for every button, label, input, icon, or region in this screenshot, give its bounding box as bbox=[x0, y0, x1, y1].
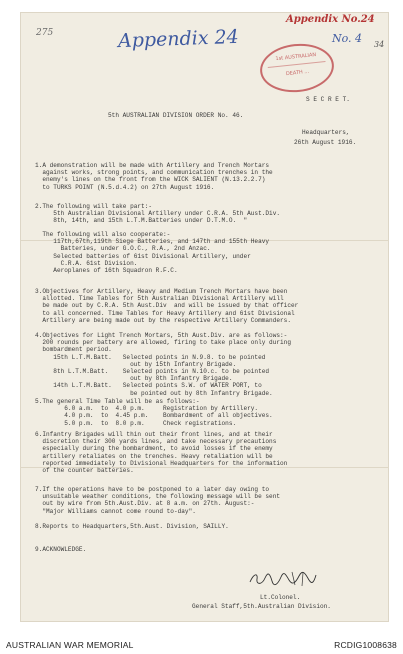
signature-role: General Staff,5th.Australian Division. bbox=[192, 603, 331, 610]
paragraph-3: 3.Objectives for Artillery, Heavy and Medium Trench Mortars have been allotted. Time Tables for 5th Australian Divisional Artillery will be made out by C.R.A. 5th Aust.Div and will be issued by that officer to all concerned. Time Tables for Heavy Artillery and 61st Divisional Artillery are being made out by the respective Artillery Commanders. bbox=[35, 288, 299, 324]
margin-number-annotation: 34 bbox=[374, 40, 385, 49]
paragraph-4: 4.Objectives for Light Trench Mortars, 5th Aust.Div. are as follows:- 200 rounds per battery are allowed, firing to take place only during bombardment period. 15th L.T.M.Batt. Selected points in N.9.8. to be pointed out by 15th Infantry Brigade. 8th L.T.M.Batt. Selected points in N.10.c. to be pointed out by 8th Infantry Brigade. 14th L.T.M.Batt. Selected points S.W. of WATER PORT, to be pointed out by 8th Infantry Brigade. bbox=[35, 332, 291, 397]
paragraph-8: 8.Reports to Headquarters,5th.Aust. Division, SAILLY. bbox=[35, 523, 229, 530]
signature-rank: Lt.Colonel. bbox=[260, 594, 301, 601]
paragraph-9: 9.ACKNOWLEDGE. bbox=[35, 546, 87, 553]
page-number-annotation: 275 bbox=[36, 28, 54, 38]
footer-record-id: RCDIG1008638 bbox=[334, 640, 397, 650]
paragraph-2: 2.The following will take part:- 5th Australian Divisional Artillery under C.R.A. 5th Aust.Div. 8th, 14th, and 15th L.T.M.Batteries under D.T.M.O. " bbox=[35, 203, 281, 225]
order-title: 5th AUSTRALIAN DIVISION ORDER No. 46. bbox=[108, 112, 244, 119]
right-note-annotation: No. 4 bbox=[332, 32, 363, 45]
paragraph-6: 6.Infantry Brigades will thin out their front lines, and at their discretion their 300 yards lines, and take necessary precautions especially during the bombardment, to avoid losses if the enemy artillery retaliates on the trenches. Heavy retaliation will be reported immediately to Divisional Headquarters for the information of the counter batteries. bbox=[35, 431, 288, 475]
stamp-line-top: 1st AUSTRALIAN bbox=[275, 51, 317, 63]
order-date: 26th August 1916. bbox=[294, 139, 357, 146]
paragraph-1: 1.A demonstration will be made with Artillery and Trench Mortars against works, strong points, and communication trenches in the enemy's lines on the front from the WICK SALIENT (N.13.2.2.7) to TURKS POINT (N.5.d.4.2) on 27th August 1916. bbox=[35, 162, 273, 191]
footer-institution: AUSTRALIAN WAR MEMORIAL bbox=[6, 640, 134, 650]
paragraph-5: 5.The general Time Table will be as follows:- 6.0 a.m. to 4.0 p.m. Registration by Artillery. 4.0 p.m. to 4.45 p.m. Bombardment of all objectives. 5.0 p.m. to 8.0 p.m. Check registrations. bbox=[35, 398, 273, 427]
stamp-line-bottom: DEATH ... bbox=[285, 68, 310, 78]
appendix-handwritten: Appendix 24 bbox=[117, 25, 240, 53]
secret-label: S E C R E T. bbox=[306, 96, 350, 103]
paragraph-2-cooperate: The following will also cooperate:- 117th,67th,119th Siege Batteries, and 147th and 155th Heavy Batteries, under G.O.C., R.A., 2nd Anzac. Selected batteries of 61st Divisional Artillery, under C.R.A. 61st Division. Aeroplanes of 16th Squadron R.F.C. bbox=[42, 231, 270, 275]
handwritten-signature bbox=[248, 570, 318, 588]
appendix-red-annotation: Appendix No.24 bbox=[286, 14, 375, 25]
paragraph-7: 7.If the operations have to be postponed to a later day owing to unsuitable weather conditions, the following message will be sent out by wire from 5th.Aust.Div. at 8 a.m. on 27th. August:- "Major Williams cannot come round to-day". bbox=[35, 486, 281, 515]
headquarters-label: Headquarters, bbox=[302, 129, 350, 136]
